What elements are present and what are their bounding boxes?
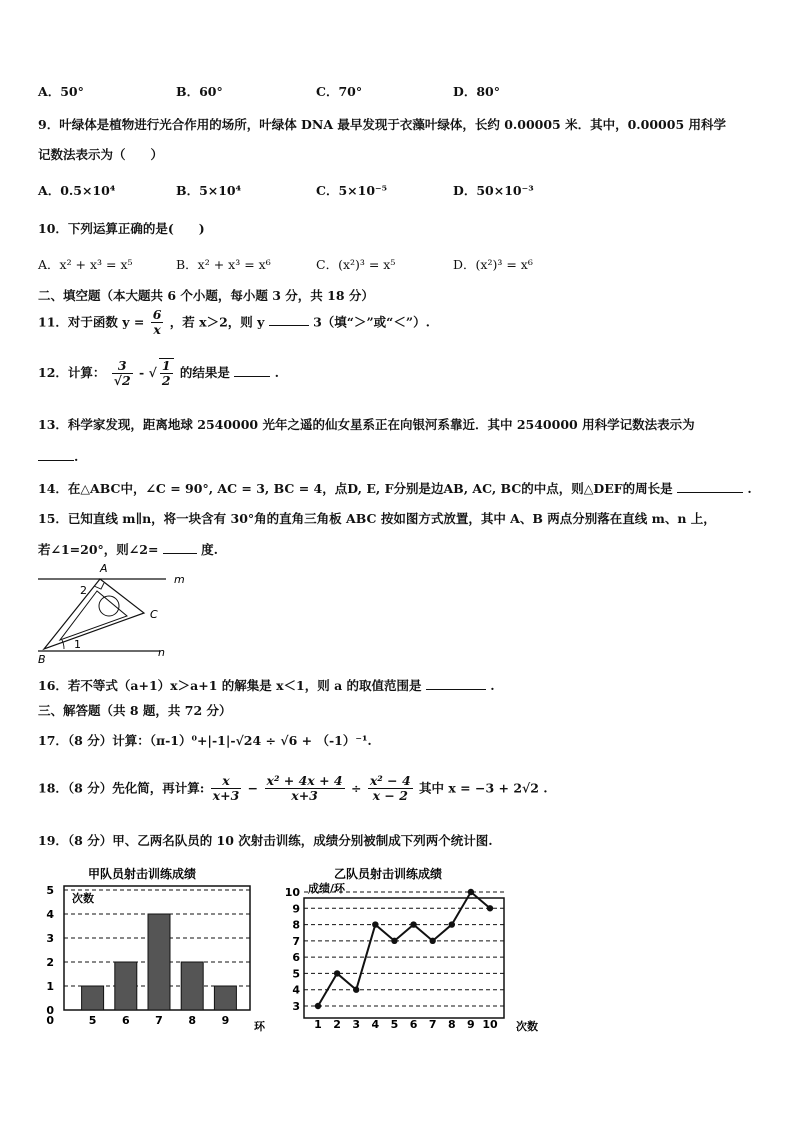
q11-answer-blank[interactable] (269, 325, 309, 326)
chart-team-b-line (282, 862, 550, 1042)
label-b: B (38, 653, 46, 666)
chart1-ytick: 0 (46, 1004, 54, 1017)
chart2-ylabel: 成绩/环 (308, 882, 346, 895)
q14-end: . (747, 481, 752, 496)
q18-f3-den: x − 2 (372, 788, 408, 804)
q12-rad-numerator: 1 (161, 358, 171, 373)
q12-fraction (112, 359, 133, 389)
chart1-xtick: 5 (88, 1014, 97, 1027)
q9-option-b: B．5×10⁴ (176, 183, 242, 198)
chart2-xtick: 7 (428, 1018, 437, 1031)
label-1: 1 (74, 638, 81, 651)
chart2-point (468, 889, 474, 895)
chart1-xtick: 7 (155, 1014, 163, 1027)
q16-end: . (490, 678, 495, 693)
q10-option-d: D．(x²)³ = x⁶ (453, 257, 533, 272)
q10-option-c: C．(x²)³ = x⁵ (316, 257, 396, 272)
chart2-ytick: 4 (292, 983, 300, 997)
chart2-xlabel: 次数 (516, 1020, 538, 1033)
q11-denominator: x (153, 322, 161, 338)
q18-op-divide: ÷ (351, 780, 362, 796)
chart2-title: 乙队员射击训练成绩 (334, 867, 443, 881)
chart2-point (353, 987, 359, 993)
chart1-origin: 0 (46, 1014, 54, 1027)
chart1-bar (82, 986, 104, 1010)
chart2-point (391, 938, 397, 944)
chart2-series-line (318, 892, 490, 1006)
q16-answer-blank[interactable] (426, 689, 486, 690)
chart2-xtick: 2 (333, 1018, 341, 1031)
chart1-ytick: 3 (46, 932, 54, 945)
chart1-ytick: 5 (46, 884, 54, 897)
q12-end: . (274, 364, 279, 380)
triangle-abc (44, 579, 144, 649)
q12-pre: 12．计算： (38, 364, 106, 380)
q16-stem: 16．若不等式（a+1）x＞a+1 的解集是 x＜1，则 a 的取值范围是 (38, 678, 422, 693)
section-3-heading: 三、解答题（共 8 题，共 72 分） (38, 703, 232, 718)
chart1-ytick: 4 (46, 908, 54, 921)
q12 (38, 358, 279, 389)
q8-option-d: D．80° (453, 84, 500, 99)
q11-post: ，若 x＞2，则 y (169, 314, 265, 330)
chart-team-a-bar (38, 860, 278, 1040)
q12-answer-blank[interactable] (234, 376, 270, 377)
chart2-point (372, 921, 378, 927)
chart1-bar (181, 962, 203, 1010)
q18-f2-num: x² + 4x + 4 (266, 773, 343, 788)
q13-answer-blank[interactable] (38, 460, 74, 461)
chart2-xtick: 10 (482, 1018, 498, 1031)
chart1-xtick: 9 (221, 1014, 230, 1027)
q10-option-b: B．x² + x³ = x⁶ (176, 257, 271, 272)
q14-stem: 14．在△ABC中，∠C = 90°, AC = 3, BC = 4，点D, E, F分别是边AB, AC, BC的中点，则△DEF的周长是 (38, 481, 673, 496)
q15-answer-blank[interactable] (163, 553, 197, 554)
chart2-ytick: 7 (292, 934, 300, 948)
q18 (38, 774, 548, 804)
chart2-point (334, 970, 340, 976)
q18-fraction-3 (368, 774, 413, 804)
q10-stem: 10．下列运算正确的是( ) (38, 221, 205, 236)
q18-op-minus: − (247, 780, 259, 796)
chart1-xtick: 6 (121, 1014, 130, 1027)
chart2-point (315, 1003, 321, 1009)
q19-stem: 19．（8 分）甲、乙两名队员的 10 次射击训练，成绩分别被制成下列两个统计图. (38, 833, 493, 848)
q9-option-a: A．0.5×10⁴ (38, 183, 116, 198)
q17-stem: 17．（8 分）计算：（π-1）⁰+|-1|-√24 ÷ √6 + （-1）⁻¹. (38, 733, 372, 748)
chart1-xtick: 8 (188, 1014, 197, 1027)
q9-stem-line2: 记数法表示为（ ） (38, 147, 164, 162)
chart2-xtick: 6 (409, 1018, 418, 1031)
q10-option-a: A．x² + x³ = x⁵ (38, 257, 133, 272)
chart2-xtick: 1 (314, 1018, 322, 1031)
q18-f3-num: x² − 4 (369, 773, 411, 788)
q12-rad-denominator: 2 (161, 373, 171, 389)
q8-option-b: B．60° (176, 84, 223, 99)
chart1-title: 甲队员射击训练成绩 (88, 867, 197, 881)
chart1-bar (148, 914, 170, 1010)
chart2-ytick: 9 (292, 902, 300, 916)
chart2-xtick: 8 (447, 1018, 456, 1031)
chart1-bar (214, 986, 236, 1010)
q11-numerator: 6 (152, 307, 162, 322)
chart2-xtick: 4 (371, 1018, 380, 1031)
q11-tail: 3（填“＞”或“＜”）. (313, 314, 430, 330)
chart2-point (410, 921, 416, 927)
chart2-xtick: 5 (390, 1018, 399, 1031)
label-n: n (158, 646, 165, 659)
q9-option-d: D．50×10⁻³ (453, 183, 534, 198)
q18-f1-num: x (211, 774, 242, 789)
chart1-bar (115, 962, 137, 1010)
q18-post: 其中 x = −3 + 2√2 . (419, 780, 548, 796)
chart2-ytick: 10 (284, 886, 300, 899)
q14-answer-blank[interactable] (677, 492, 743, 493)
q18-pre: 18．（8 分）先化简，再计算: (38, 780, 205, 796)
triangle-hole (99, 596, 119, 616)
q12-minus: - (139, 364, 145, 380)
chart2-frame (304, 898, 504, 1018)
q9-stem-line1: 9．叶绿体是植物进行光合作用的场所，叶绿体 DNA 最早发现于衣藻叶绿体，长约 0.00005 米．其中，0.00005 用科学 (38, 117, 726, 132)
chart2-point (449, 921, 455, 927)
section-2-heading: 二、填空题（本大题共 6 个小题，每小题 3 分，共 18 分） (38, 288, 374, 303)
q18-fraction-1 (211, 774, 242, 804)
label-c: C (150, 608, 158, 621)
label-2: 2 (80, 584, 87, 597)
chart2-xtick: 9 (467, 1018, 475, 1031)
q18-fraction-2 (265, 774, 345, 804)
q18-f2-den: x+3 (291, 788, 318, 804)
q18-f1-den: x+3 (212, 788, 240, 804)
q13-end: . (74, 449, 79, 464)
q11-pre: 11．对于函数 y = (38, 314, 145, 330)
chart1-ytick: 2 (46, 956, 54, 969)
label-a: A (100, 562, 108, 575)
q12-radical: √ $\frac{1}{2}$ (149, 365, 176, 380)
chart2-ytick: 3 (292, 1000, 300, 1013)
q13-blank-line (38, 449, 78, 464)
q15-stem-line2 (38, 542, 218, 557)
q15-triangle-figure (34, 560, 204, 668)
chart2-point (429, 938, 435, 944)
q15-line2: 若∠1=20°，则∠2= (38, 542, 159, 557)
chart1-xlabel: 环 (254, 1020, 265, 1033)
q15-stem-line1: 15．已知直线 m∥n，将一块含有 30°角的直角三角板 ABC 按如图方式放置，其中 A、B 两点分别落在直线 m、n 上， (38, 511, 716, 526)
chart2-point (487, 905, 493, 911)
q9-option-c: C．5×10⁻⁵ (316, 183, 388, 198)
chart2-ytick: 6 (292, 951, 300, 965)
chart2-xtick: 3 (352, 1018, 361, 1031)
chart1-ytick: 1 (46, 980, 54, 993)
q15-end: 度. (201, 542, 219, 557)
q12-post: 的结果是 (179, 364, 230, 380)
chart2-ytick: 8 (292, 918, 300, 932)
q11-fraction (151, 308, 164, 338)
q11 (38, 308, 430, 338)
q8-option-c: C．70° (316, 84, 363, 99)
q12-numerator: 3 (112, 359, 133, 374)
q14 (38, 481, 752, 496)
q8-option-a: A．50° (38, 84, 84, 99)
chart1-ylabel: 次数 (72, 892, 94, 905)
chart2-ytick: 5 (292, 967, 300, 981)
q12-denominator: √2 (113, 372, 131, 388)
q13-stem: 13．科学家发现，距离地球 2540000 光年之遥的仙女星系正在向银河系靠近．其中 2540000 用科学记数法表示为 (38, 417, 695, 432)
label-m: m (174, 573, 185, 586)
q16 (38, 678, 495, 693)
